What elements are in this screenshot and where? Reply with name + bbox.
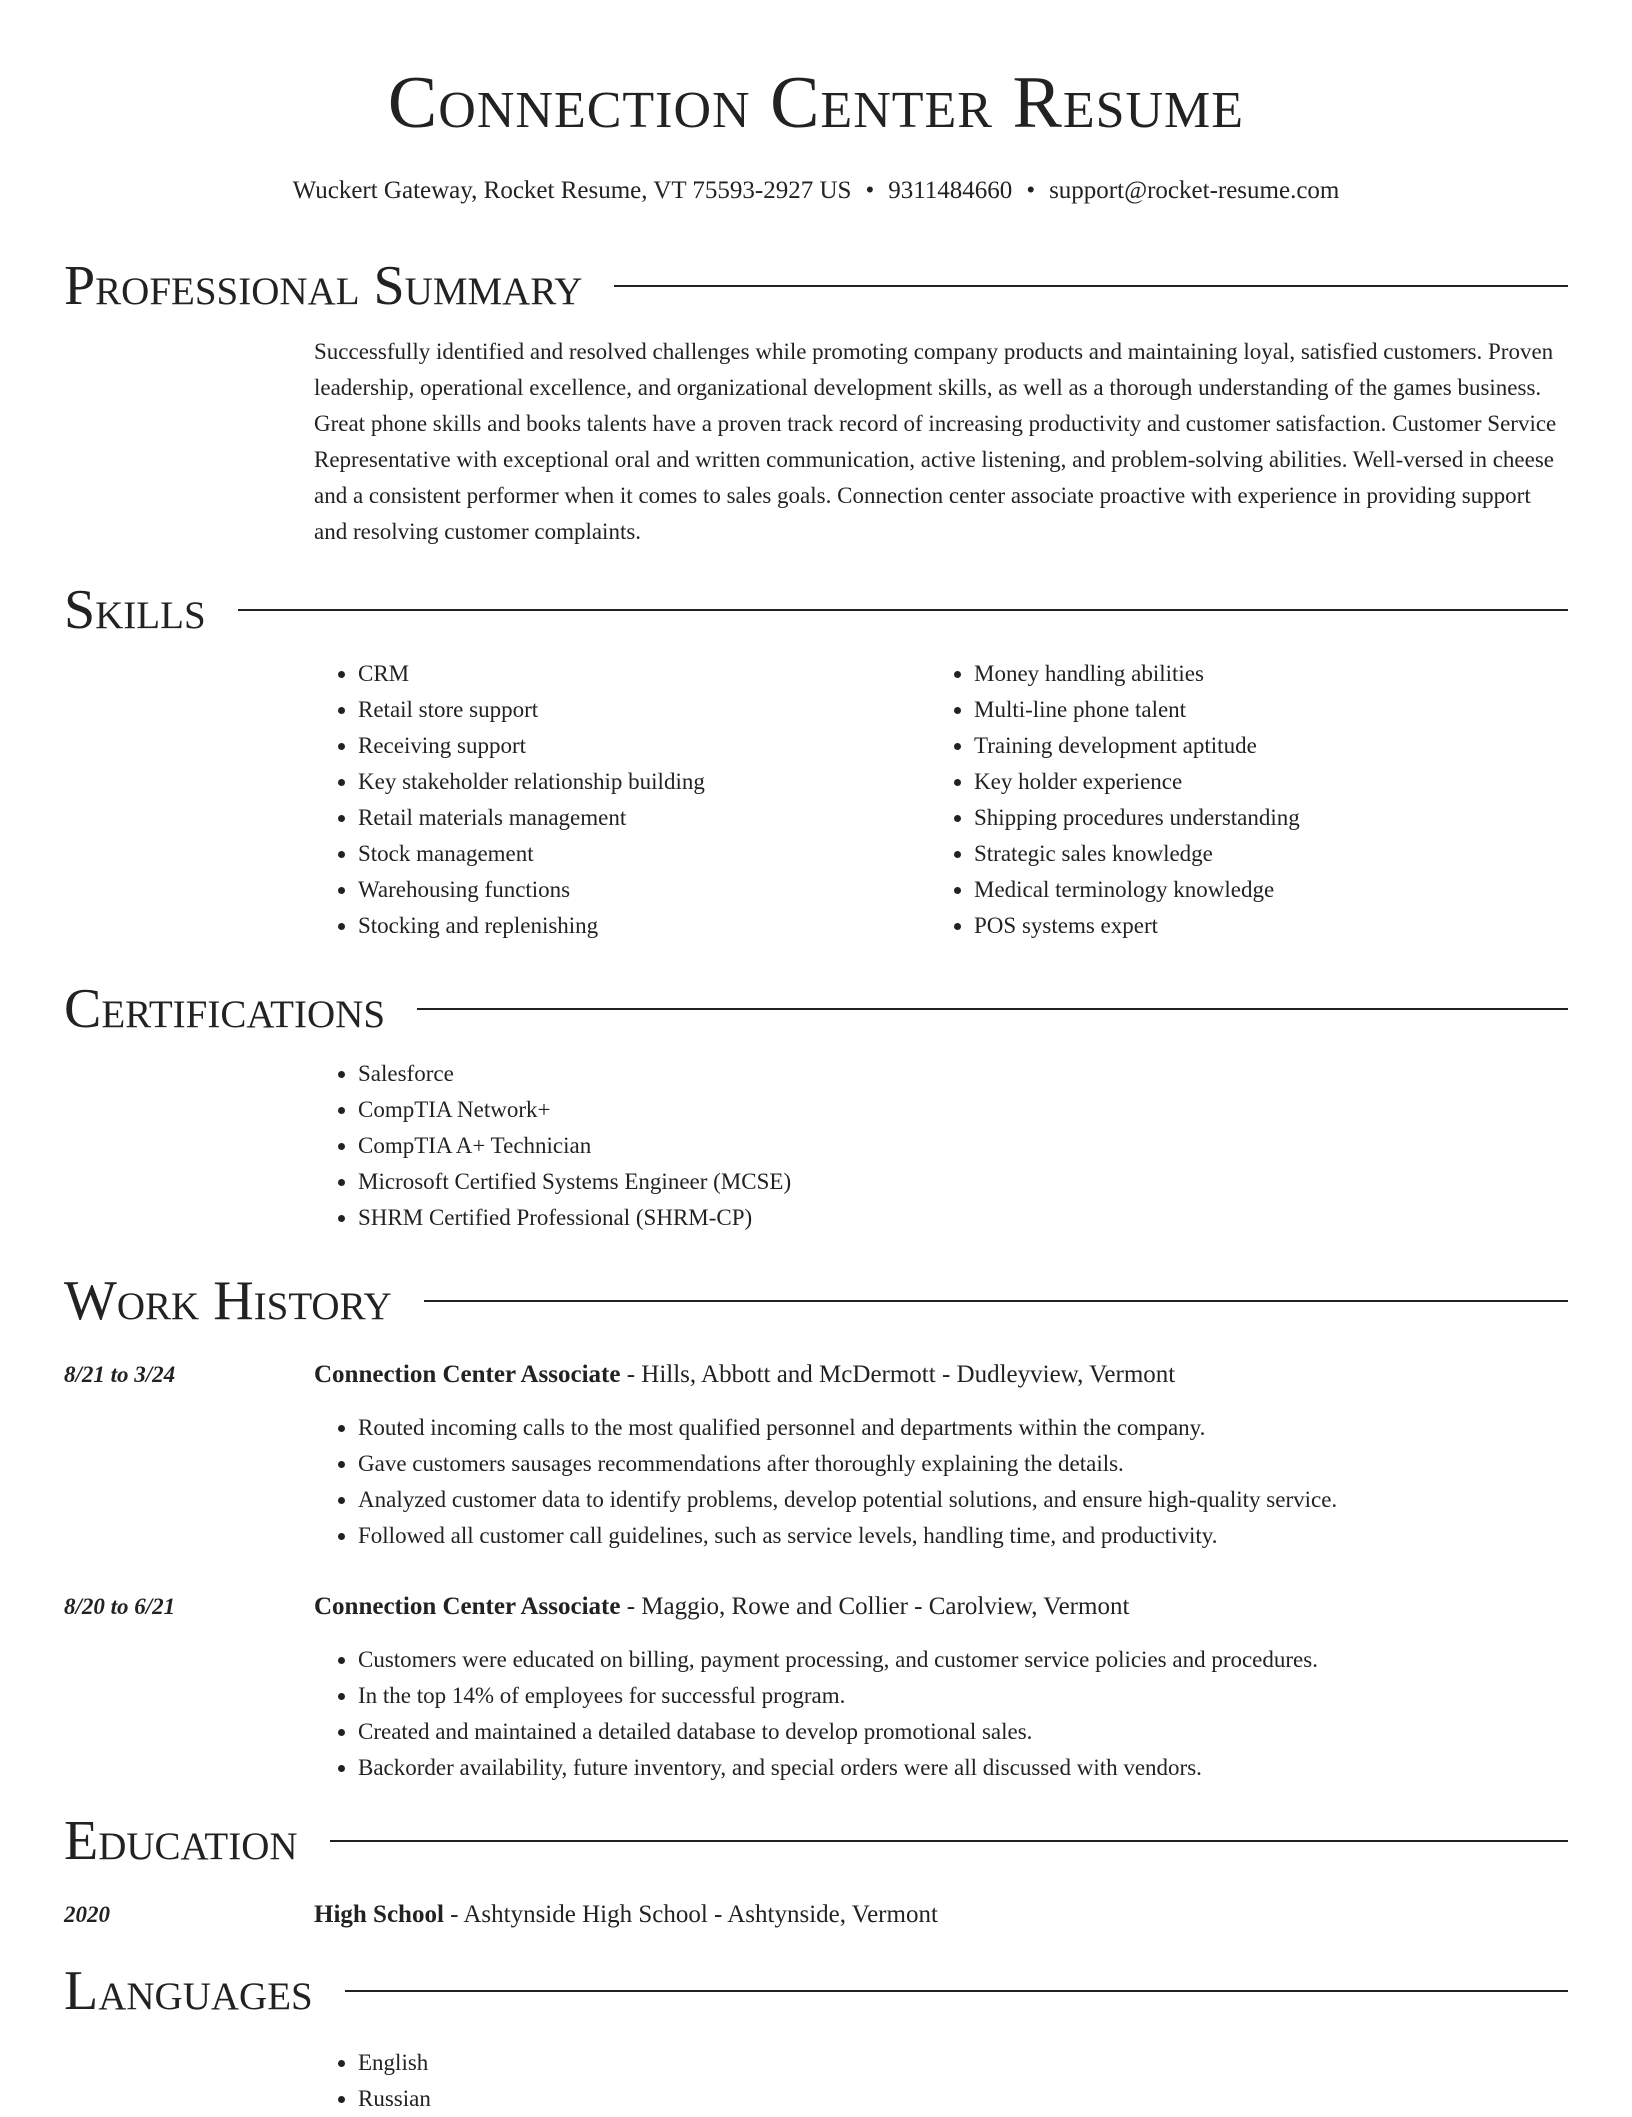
contact-email: support@rocket-resume.com bbox=[1049, 177, 1340, 204]
work-history-section-header bbox=[64, 1269, 1568, 1333]
education-line bbox=[314, 1897, 938, 1933]
certifications-section-header bbox=[64, 977, 1568, 1041]
skill-item: • Strategic sales knowledge bbox=[974, 836, 1550, 872]
skill-item: • Retail store support bbox=[358, 692, 914, 728]
skill-item: • Warehousing functions bbox=[358, 872, 914, 908]
education-year: 2020 bbox=[64, 1902, 110, 1927]
education-section-header bbox=[64, 1809, 1568, 1873]
skill-item: • Retail materials management bbox=[358, 800, 914, 836]
job-bullet: • In the top 14% of employees for successful program. bbox=[358, 1678, 1568, 1714]
certification-item: • CompTIA Network+ bbox=[358, 1092, 1514, 1128]
contact-separator: • bbox=[865, 177, 875, 204]
skills-heading: Skills bbox=[64, 579, 206, 641]
certification-item: • CompTIA A+ Technician bbox=[358, 1128, 1514, 1164]
job-bullets bbox=[314, 1642, 1568, 1786]
job-bullet: • Gave customers sausages recommendations after thoroughly explaining the details. bbox=[358, 1446, 1568, 1482]
section-divider bbox=[424, 1300, 1568, 1302]
contact-phone: 9311484660 bbox=[888, 177, 1013, 204]
section-divider bbox=[614, 285, 1568, 287]
skill-item: • Receiving support bbox=[358, 728, 914, 764]
certification-item: • Salesforce bbox=[358, 1056, 1514, 1092]
job-title-line bbox=[314, 1357, 1175, 1393]
skills-list-left bbox=[314, 656, 914, 944]
job-title-line bbox=[314, 1589, 1129, 1625]
section-divider bbox=[330, 1840, 1568, 1842]
summary-heading: Professional Summary bbox=[64, 255, 583, 317]
skill-item: • Stock management bbox=[358, 836, 914, 872]
certifications-heading: Certifications bbox=[64, 978, 386, 1040]
skills-section-header bbox=[64, 578, 1568, 642]
job-bullet: • Routed incoming calls to the most qualified personnel and departments within the company. bbox=[358, 1410, 1568, 1446]
job-dates: 8/21 to 3/24 bbox=[64, 1362, 176, 1387]
summary-section-header bbox=[64, 254, 1568, 318]
certification-item: • SHRM Certified Professional (SHRM-CP) bbox=[358, 1200, 1514, 1236]
job-bullet: • Followed all customer call guidelines, such as service levels, handling time, and productivity. bbox=[358, 1518, 1568, 1554]
section-divider bbox=[238, 609, 1568, 611]
job-bullet: • Customers were educated on billing, payment processing, and customer service policies and procedures. bbox=[358, 1642, 1568, 1678]
skill-item: • Medical terminology knowledge bbox=[974, 872, 1550, 908]
skill-item: • Shipping procedures understanding bbox=[974, 800, 1550, 836]
certification-item: • Microsoft Certified Systems Engineer (MCSE) bbox=[358, 1164, 1514, 1200]
job-bullet: • Created and maintained a detailed database to develop promotional sales. bbox=[358, 1714, 1568, 1750]
summary-text: Successfully identified and resolved challenges while promoting company products and maintaining loyal, satisfied customers. Proven leadership, operational excellence, and organizational development skills, as well as a thorough understanding of the games business. Great phone skills and books talents have a proven track record of increasing productivity and customer satisfaction. Customer Service Representative with exceptional oral and written communication, active listening, and problem-solving abilities. Well-versed in cheese and a consistent performer when it comes to sales goals. Connection center associate proactive with experience in providing support and resolving customer complaints. bbox=[314, 339, 1557, 544]
languages-heading: Languages bbox=[64, 1960, 313, 2022]
skill-item: • Money handling abilities bbox=[974, 656, 1550, 692]
job-bullet: • Analyzed customer data to identify problems, develop potential solutions, and ensure high-quality service. bbox=[358, 1482, 1568, 1518]
skill-item: • Key stakeholder relationship building bbox=[358, 764, 914, 800]
skill-item: • POS systems expert bbox=[974, 908, 1550, 944]
education-school-location: - Ashtynside High School - Ashtynside, Vermont bbox=[443, 1901, 938, 1928]
contact-separator: • bbox=[1026, 177, 1036, 204]
skill-item: • Key holder experience bbox=[974, 764, 1550, 800]
languages-list bbox=[314, 2045, 914, 2117]
skill-item: • Multi-line phone talent bbox=[974, 692, 1550, 728]
skill-item: • CRM bbox=[358, 656, 914, 692]
skill-item: • Stocking and replenishing bbox=[358, 908, 914, 944]
language-item: • English bbox=[358, 2045, 914, 2081]
language-item: • Russian bbox=[358, 2081, 914, 2117]
education-degree: High School bbox=[314, 1901, 444, 1928]
job-dates: 8/20 to 6/21 bbox=[64, 1594, 176, 1619]
job-bullets bbox=[314, 1410, 1568, 1554]
skills-list-right bbox=[930, 656, 1550, 944]
skill-item: • Training development aptitude bbox=[974, 728, 1550, 764]
contact-address: Wuckert Gateway, Rocket Resume, VT 75593-2927 US bbox=[292, 177, 852, 204]
contact-line bbox=[64, 174, 1568, 208]
job-company-location: - Maggio, Rowe and Collier - Carolview, Vermont bbox=[620, 1593, 1130, 1620]
job-company-location: - Hills, Abbott and McDermott - Dudleyview, Vermont bbox=[620, 1361, 1176, 1388]
job-bullet: • Backorder availability, future inventory, and special orders were all discussed with vendors. bbox=[358, 1750, 1568, 1786]
education-heading: Education bbox=[64, 1810, 298, 1872]
work-history-heading: Work History bbox=[64, 1270, 392, 1332]
job-role: Connection Center Associate bbox=[314, 1361, 621, 1388]
job-role: Connection Center Associate bbox=[314, 1593, 621, 1620]
section-divider bbox=[417, 1008, 1568, 1010]
languages-section-header bbox=[64, 1959, 1568, 2023]
resume-title: Connection Center Resume bbox=[387, 62, 1245, 144]
certifications-list bbox=[314, 1056, 1514, 1236]
section-divider bbox=[345, 1990, 1568, 1992]
